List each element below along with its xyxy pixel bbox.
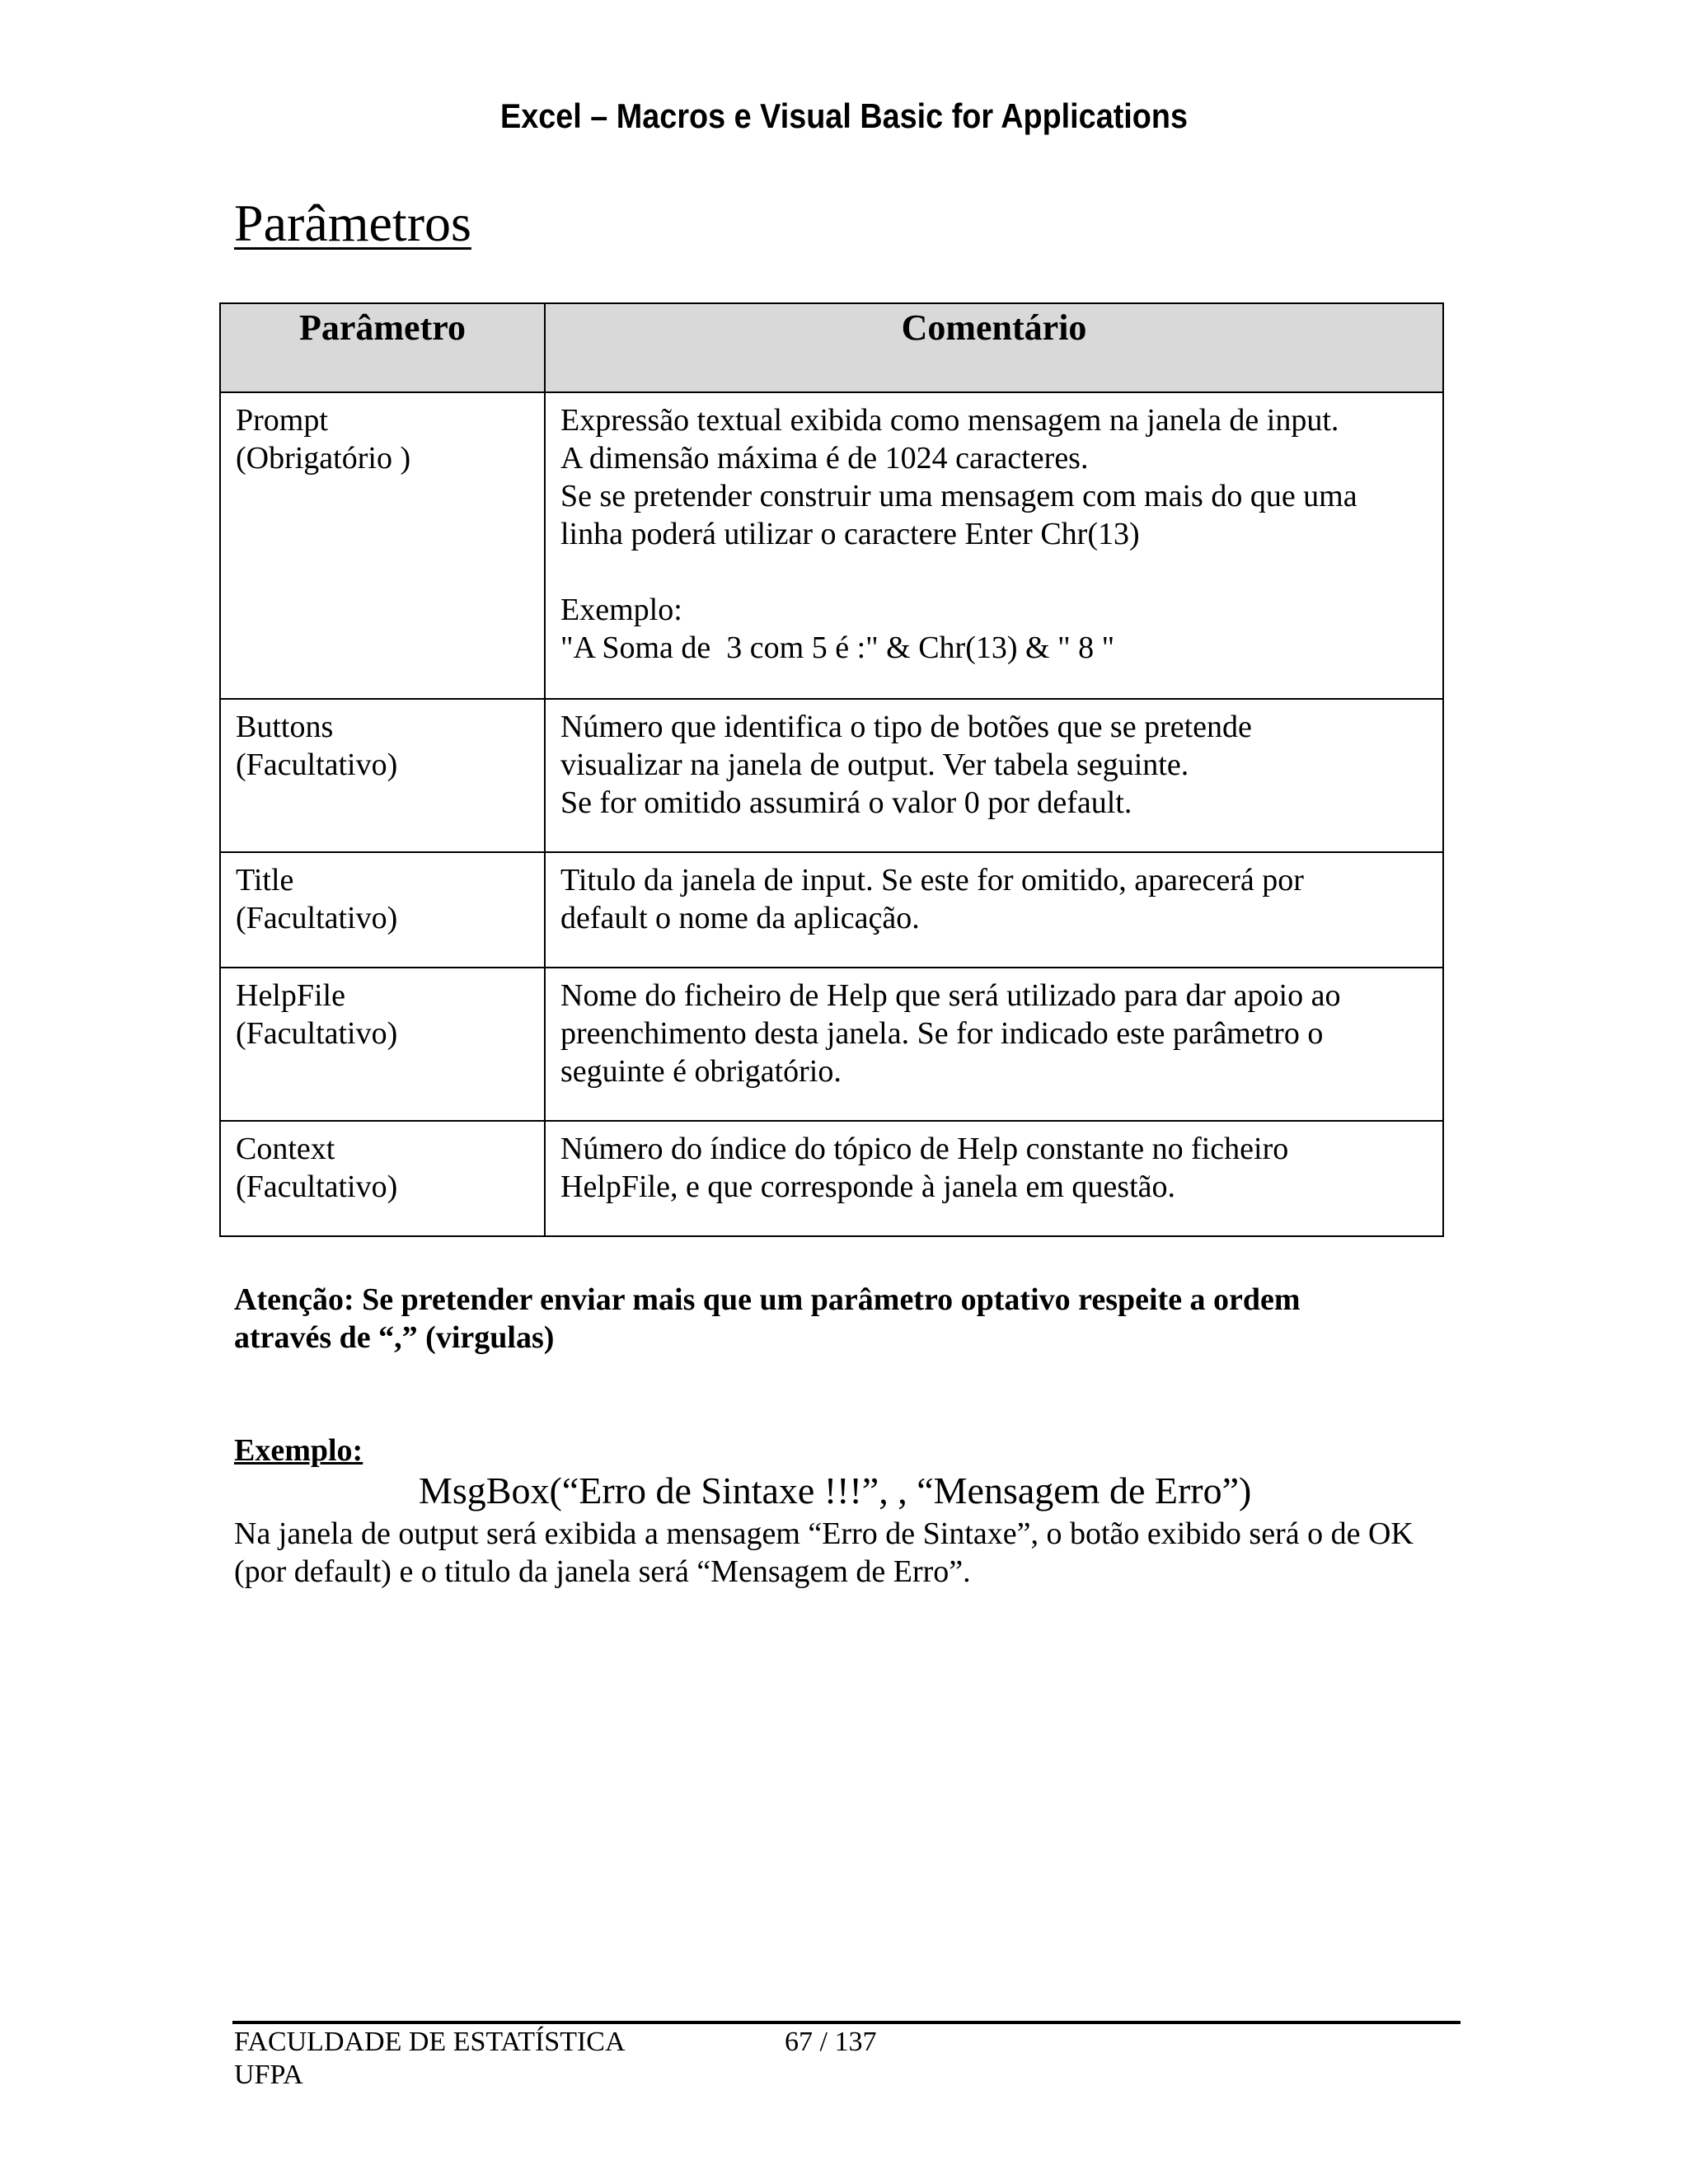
example-label: Exemplo: bbox=[234, 1433, 363, 1468]
comment-line: Se for omitido assumirá o valor 0 por default. bbox=[560, 785, 1132, 820]
comment-line: Número que identifica o tipo de botões que se pretende bbox=[560, 710, 1252, 744]
comment-cell bbox=[545, 852, 1443, 968]
page-header: Excel – Macros e Visual Basic for Applications bbox=[499, 96, 1189, 135]
parameter-cell bbox=[220, 852, 545, 968]
column-header-comment: Comentário bbox=[545, 303, 1443, 392]
footer-institution-block bbox=[234, 2026, 626, 2092]
parameter-name: HelpFile bbox=[236, 978, 345, 1013]
comment-line: Número do índice do tópico de Help constante no ficheiro bbox=[560, 1132, 1289, 1166]
table-header-row bbox=[220, 303, 1443, 392]
table-row bbox=[220, 699, 1443, 852]
table-row bbox=[220, 852, 1443, 968]
parameter-requirement: (Obrigatório ) bbox=[236, 441, 411, 476]
parameter-name: Context bbox=[236, 1132, 335, 1166]
comment-cell bbox=[545, 699, 1443, 852]
table-row bbox=[220, 1121, 1443, 1236]
table-row bbox=[220, 392, 1443, 699]
example-code: MsgBox(“Erro de Sintaxe !!!”, , “Mensagem de Erro”) bbox=[419, 1469, 1252, 1511]
parameters-table bbox=[219, 302, 1444, 1237]
parameter-name: Prompt bbox=[236, 403, 328, 438]
parameter-requirement: (Facultativo) bbox=[236, 901, 398, 935]
comment-line: Se se pretender construir uma mensagem com mais do que uma bbox=[560, 479, 1357, 513]
comment-line: preenchimento desta janela. Se for indicado este parâmetro o bbox=[560, 1016, 1324, 1051]
column-header-parameter: Parâmetro bbox=[220, 303, 545, 392]
example-description: Na janela de output será exibida a mensagem “Erro de Sintaxe”, o botão exibido será o de OK (por default) e o titulo da janela será “Mensagem de Erro”. bbox=[234, 1516, 1414, 1589]
parameter-cell bbox=[220, 699, 545, 852]
comment-line: Titulo da janela de input. Se este for omitido, aparecerá por bbox=[560, 863, 1304, 898]
parameter-name: Buttons bbox=[236, 710, 334, 744]
parameter-cell bbox=[220, 392, 545, 699]
comment-example-label: Exemplo: bbox=[560, 593, 682, 627]
attention-note bbox=[234, 1281, 1470, 1357]
parameter-requirement: (Facultativo) bbox=[236, 748, 398, 782]
table-row bbox=[220, 968, 1443, 1121]
comment-line: Nome do ficheiro de Help que será utilizado para dar apoio ao bbox=[560, 978, 1341, 1013]
comment-cell bbox=[545, 1121, 1443, 1236]
comment-line: linha poderá utilizar o caractere Enter Chr(13) bbox=[560, 517, 1140, 551]
comment-line: default o nome da aplicação. bbox=[560, 901, 920, 935]
comment-line: A dimensão máxima é de 1024 caracteres. bbox=[560, 441, 1089, 476]
comment-cell bbox=[545, 968, 1443, 1121]
attention-line: através de “,” (virgulas) bbox=[234, 1320, 555, 1355]
comment-line: visualizar na janela de output. Ver tabela seguinte. bbox=[560, 748, 1189, 782]
footer-institution: FACULDADE DE ESTATÍSTICA bbox=[234, 2027, 626, 2057]
comment-cell bbox=[545, 392, 1443, 699]
comment-line: seguinte é obrigatório. bbox=[560, 1054, 842, 1089]
footer-divider bbox=[232, 2021, 1461, 2024]
comment-line: HelpFile, e que corresponde à janela em questão. bbox=[560, 1169, 1175, 1204]
parameter-cell bbox=[220, 1121, 545, 1236]
parameter-cell bbox=[220, 968, 545, 1121]
parameter-requirement: (Facultativo) bbox=[236, 1016, 398, 1051]
attention-line: Atenção: Se pretender enviar mais que um parâmetro optativo respeite a ordem bbox=[234, 1282, 1301, 1317]
comment-line: Expressão textual exibida como mensagem na janela de input. bbox=[560, 403, 1339, 438]
section-title: Parâmetros bbox=[234, 194, 471, 252]
footer-university: UFPA bbox=[234, 2060, 303, 2090]
parameter-name: Title bbox=[236, 863, 294, 898]
page-number: 67 / 137 bbox=[785, 2027, 877, 2057]
parameter-requirement: (Facultativo) bbox=[236, 1169, 398, 1204]
comment-example-code: "A Soma de 3 com 5 é :" & Chr(13) & " 8 " bbox=[560, 630, 1115, 665]
